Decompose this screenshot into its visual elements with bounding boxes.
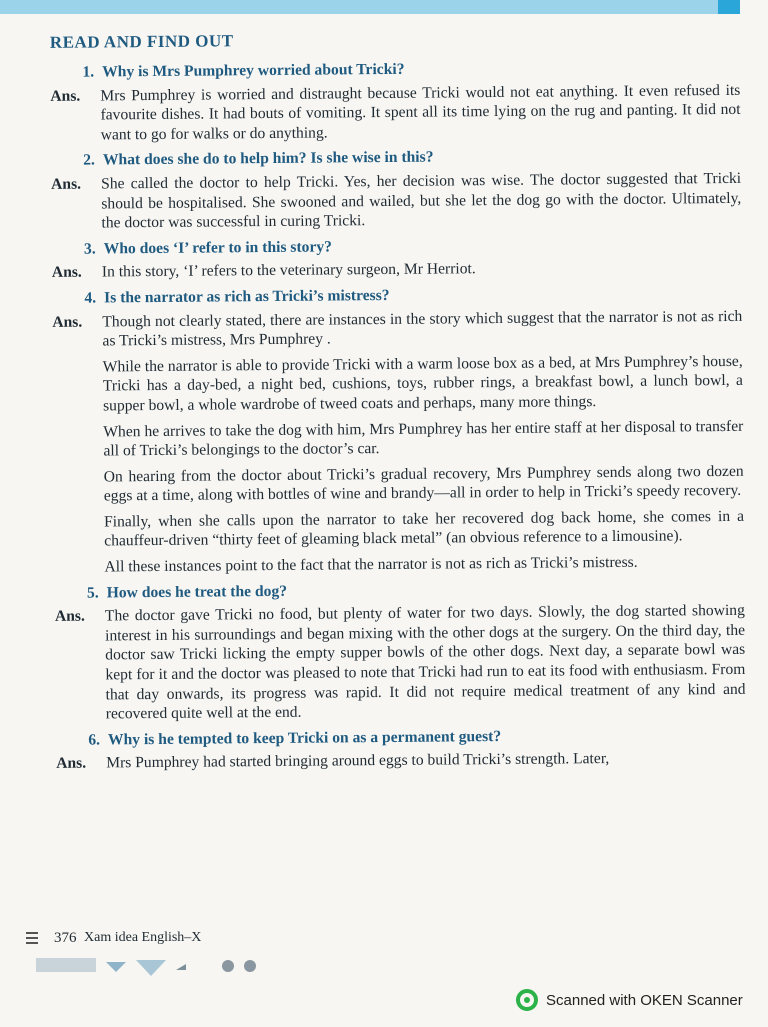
oken-logo-icon	[516, 989, 538, 1011]
question-number: 1.	[82, 63, 95, 81]
answer-label: Ans.	[50, 87, 81, 105]
answer-body	[101, 169, 741, 233]
answer-label: Ans.	[51, 263, 82, 282]
answer-paragraph: All these instances point to the fact that the narrator is not as rich as Tricki’s mistress.	[104, 553, 638, 576]
answer-paragraph: While the narrator is able to provide Tricki with a warm loose box as a bed, at Mrs Pumphrey’s house, Tricki has a day-bed, a night bed, cushions, toys, rubber rings, a breakfast bowl, a lunch bowl, a supper bowl, a whole wardrobe of tweed coats and perhaps, many more things.	[102, 352, 743, 415]
menu-icon[interactable]	[26, 932, 38, 952]
question-number: 6.	[88, 731, 101, 749]
answer	[56, 748, 746, 774]
answer-label: Ans.	[54, 607, 85, 626]
question	[56, 725, 746, 751]
question-text: What does she do to help him? Is she wise in this?	[102, 148, 434, 169]
question	[55, 578, 745, 604]
page-footer	[18, 930, 278, 990]
answer-paragraph: Finally, when she calls upon the narrator to take her recovered dog back home, she comes in a chauffeur-driven “thirty feet of gleaming black metal” (an obvious reference to a limousine).	[104, 507, 745, 550]
answer-paragraph: Mrs Pumphrey had started bringing around eggs to build Tricki’s strength. Later,	[106, 750, 610, 772]
answer-paragraph: When he arrives to take the dog with him, Mrs Pumphrey has her entire staff at her disposal to transfer all of Tricki’s belongings to the doctor’s car.	[103, 417, 744, 460]
question-text: Is the narrator as rich as Tricki’s mistress?	[104, 286, 390, 307]
scanner-text: Scanned with OKEN Scanner	[546, 991, 743, 1009]
question-text: Who does ‘I’ refer to in this story?	[103, 238, 333, 258]
answer-paragraph: The doctor gave Tricki no food, but plenty of water for two days. Slowly, the dog started showing interest in his surroundings and began mixing with the other dogs at the surgery. On the third day, the doctor saw Tricki licking the empty supper bowls of the other dogs. Next day, a separate bowl was kept for it and the doctor was pleased to note that Tricki had run to eat its food with enthusiasm. From that day onwards, its progress was rapid. It did not require medical treatment of any kind and recovered quite well at the end.	[104, 602, 746, 723]
question	[52, 234, 742, 260]
answer-label: Ans.	[51, 175, 82, 193]
answer-paragraph: On hearing from the doctor about Tricki’s gradual recovery, Mrs Pumphrey sends along two dozen eggs at a time, along with bottles of wine and brandy—all in order to help in Tricki’s speedy recovery.	[103, 462, 744, 505]
question	[51, 145, 741, 171]
answer	[51, 169, 741, 234]
question-text: Why is Mrs Pumphrey worried about Tricki?	[102, 60, 405, 81]
answer-paragraph: Though not clearly stated, there are instances in the story which suggest that the narrator is not as rich as Tricki’s mistress, Mrs Pumphrey .	[102, 307, 743, 350]
question-number: 5.	[86, 584, 99, 602]
answer	[55, 601, 746, 725]
question	[52, 283, 742, 309]
section-title: READ AND FIND OUT	[49, 31, 234, 52]
answer-label: Ans.	[52, 313, 83, 331]
question	[50, 57, 740, 83]
scanner-watermark	[516, 988, 743, 1012]
question-text: Why is he tempted to keep Tricki on as a permanent guest?	[107, 727, 502, 749]
decorative-strip	[36, 956, 266, 980]
answer-paragraph: In this story, ‘I’ refers to the veterinary surgeon, Mr Herriot.	[101, 260, 476, 281]
answer	[50, 80, 740, 145]
answer-body	[106, 748, 746, 773]
question-text: How does he treat the dog?	[106, 582, 288, 602]
answer-label: Ans.	[56, 755, 87, 773]
answer	[52, 257, 742, 283]
book-title: Xam idea English–X	[84, 930, 202, 945]
page-number: 376	[54, 930, 77, 946]
answer-body	[102, 257, 742, 282]
answer	[52, 306, 744, 577]
question-number: 4.	[84, 289, 97, 307]
answer-body	[100, 80, 740, 144]
question-number: 3.	[83, 240, 96, 258]
answer-body	[105, 601, 746, 724]
answer-paragraph: She called the doctor to help Tricki. Yes, her decision was wise. The doctor suggested that Tricki should be hospitalised. She swooned and wailed, but she let the dog go with the doctor. Ultimately, the doctor was successful in curing Tricki.	[101, 169, 742, 232]
question-number: 2.	[83, 151, 95, 169]
qa-list	[50, 57, 746, 780]
answer-paragraph: Mrs Pumphrey is worried and distraught because Tricki would not eat anything. It even refused its favourite dishes. It had bouts of vomiting. It spent all its time lying on the rug and panting. It did not want to go for walks or do anything.	[100, 81, 741, 144]
answer-body	[102, 306, 744, 577]
